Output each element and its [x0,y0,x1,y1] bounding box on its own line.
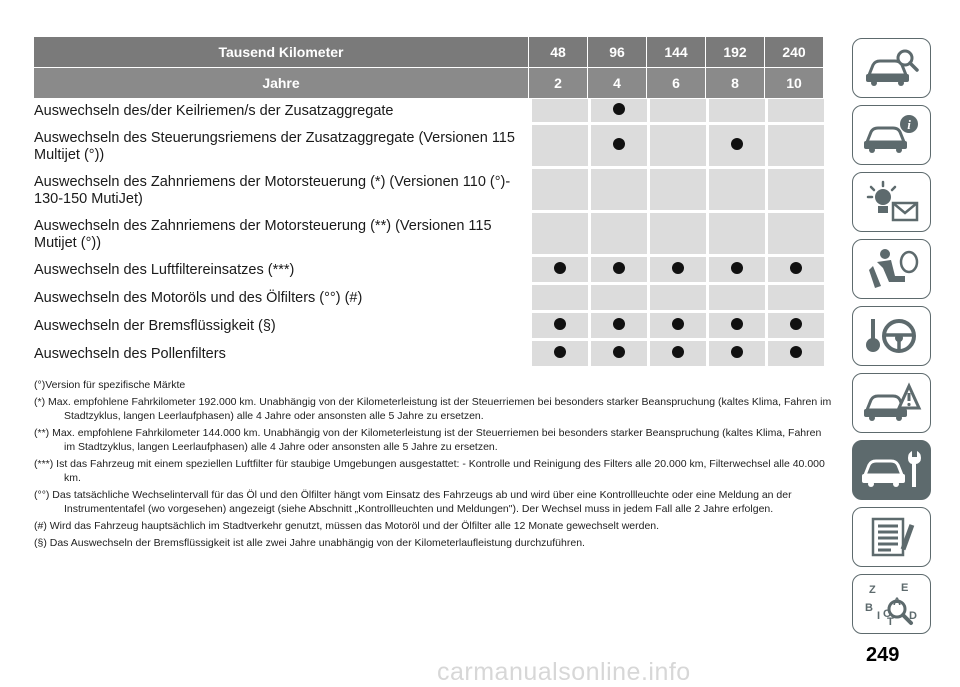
schedule-cell [765,213,824,257]
index-letter: I [876,610,880,622]
header-row-kilometers [34,37,824,68]
schedule-cell [706,341,765,369]
warning-light-message-icon [861,179,923,225]
header-km-value: 48 [529,37,588,68]
schedule-cell [765,341,824,369]
schedule-cell [588,125,647,169]
specifications-list-icon [861,514,923,560]
schedule-cell [588,99,647,125]
index-letter: T [886,616,894,627]
task-description-line: Auswechseln des Zahnriemens der Motorsteuerung (*) (Versionen 110 (°)- [34,173,511,190]
schedule-cell [647,341,706,369]
required-dot [790,262,802,274]
required-dot [613,318,625,330]
required-dot [554,262,566,274]
chapter-tabs [852,38,933,641]
tab-warning-lights[interactable] [852,172,931,232]
header-km-value: 144 [647,37,706,68]
footnote: (§) Das Auswechseln der Bremsflüssigkeit ist alle zwei Jahre unabhängig von der Kilometerlaufleistung durchzuführen. [34,537,585,549]
footnote: (***) Ist das Fahrzeug mit einem speziellen Luftfilter für staubige Umgebungen ausgestattet: - Kontrolle und Reinigung des Filters alle 20.000 km, Filterwechsel alle 40.000 km. [34,458,825,484]
schedule-cell [765,99,824,125]
schedule-cell [588,213,647,257]
table-row [34,213,824,257]
required-dot [554,318,566,330]
task-description-line: Auswechseln des Steuerungsriemens der Zusatzaggregate (Versionen 115 [34,129,515,146]
schedule-cell [765,257,824,285]
index-letter: E [900,582,908,594]
schedule-cell [529,125,588,169]
schedule-cell [647,99,706,125]
schedule-cell [529,169,588,213]
required-dot [672,262,684,274]
required-dot [731,318,743,330]
tab-car-search[interactable] [852,38,931,98]
schedule-cell [706,169,765,213]
header-year-value: 4 [588,68,647,99]
required-dot [613,103,625,115]
task-description-line: Auswechseln des/der Keilriemen/s der Zusatzaggregate [34,103,394,119]
schedule-cell [529,341,588,369]
tab-starting-driving[interactable] [852,306,931,366]
task-description-line: 130-150 MutiJet) [34,190,143,207]
maintenance-schedule-table [34,37,824,369]
required-dot [554,346,566,358]
required-dot [613,138,625,150]
task-description [34,285,529,313]
watermark: carmanualsonline.info [437,658,691,686]
schedule-cell [529,257,588,285]
footnotes [34,378,834,553]
task-description [34,169,529,213]
alphabetical-index-icon [861,581,923,627]
required-dot [731,346,743,358]
schedule-cell [647,257,706,285]
index-letter: D [908,610,917,622]
schedule-cell [765,313,824,341]
required-dot [613,262,625,274]
car-wrench-icon [861,447,923,493]
key-steering-wheel-icon [861,313,923,359]
header-year-value: 8 [706,68,765,99]
car-breakdown-icon [861,380,923,426]
table-row [34,125,824,169]
task-description-line: Auswechseln der Bremsflüssigkeit (§) [34,318,276,334]
schedule-cell [706,125,765,169]
schedule-cell [706,257,765,285]
table-row [34,257,824,285]
schedule-cell [706,99,765,125]
task-description-line: Multijet (°)) [34,146,105,163]
task-description [34,99,529,125]
car-search-icon [861,45,923,91]
tab-technical-data[interactable] [852,507,931,567]
table-body [34,99,824,369]
footnote: (*) Max. empfohlene Fahrkilometer 192.000 km. Unabhängig von der Kilometerleistung ist der Steuerriemen bei besonders starker Beanspruchung (kaltes Klima, Fahren im Stadtzyklus, langen Leerlaufphasen) alle 4 Jahre oder ansonsten alle 5 Jahre zu ersetzen. [34,396,832,422]
required-dot [731,138,743,150]
table-row [34,169,824,213]
index-letter: B [864,602,873,614]
schedule-cell [588,313,647,341]
tab-maintenance[interactable] [852,440,931,500]
schedule-cell [588,257,647,285]
task-description-line: Auswechseln des Pollenfilters [34,346,226,362]
index-letter: A [892,596,901,608]
schedule-cell [588,285,647,313]
tab-index[interactable] [852,574,931,634]
table-row [34,285,824,313]
task-description-line: Mutijet (°)) [34,234,102,251]
header-year-value: 6 [647,68,706,99]
required-dot [790,346,802,358]
schedule-cell [529,285,588,313]
schedule-cell [647,313,706,341]
required-dot [731,262,743,274]
schedule-cell [529,99,588,125]
footnote: (°°) Das tatsächliche Wechselintervall für das Öl und den Ölfilter hängt vom Einsatz des Fahrzeugs ab und wird über eine Kontrollleuchte oder eine Meldung an der Instrumententafel (wo vorgesehen) angezeigt (siehe Abschnitt „Kontrollleuchten und Meldungen"). Der Wechsel muss in jedem Fall alle 2 Jahre erfolgen. [34,489,792,515]
header-year-value: 10 [765,68,824,99]
footnote: (**) Max. empfohlene Fahrkilometer 144.000 km. Unabhängig von der Kilometerleistung ist der Steuerriemen bei besonders starker Beanspruchung (kaltes Klima, Fahren im Stadtzyklus, langen Leerlaufphasen) alle 4 Jahre oder ansonsten alle 5 Jahre zu ersetzen. [34,427,822,453]
schedule-cell [588,341,647,369]
table-row [34,313,824,341]
schedule-cell [706,213,765,257]
required-dot [790,318,802,330]
schedule-cell [647,169,706,213]
index-letter: Z [868,584,876,596]
car-info-icon [861,112,923,158]
required-dot [672,318,684,330]
header-km-value: 192 [706,37,765,68]
task-description-line: Auswechseln des Zahnriemens der Motorsteuerung (**) (Versionen 115 [34,217,492,234]
required-dot [613,346,625,358]
header-year-value: 2 [529,68,588,99]
schedule-cell [765,169,824,213]
table-row [34,341,824,369]
table-row [34,99,824,125]
header-km-value: 96 [588,37,647,68]
required-dot [672,346,684,358]
schedule-cell [706,285,765,313]
header-years-label: Jahre [34,68,529,99]
schedule-cell [706,313,765,341]
header-km-label: Tausend Kilometer [34,37,529,68]
schedule-cell [647,285,706,313]
header-row-years [34,68,824,99]
task-description [34,341,529,369]
tab-car-info[interactable] [852,105,931,165]
tab-emergency[interactable] [852,373,931,433]
task-description-line: Auswechseln des Motoröls und des Ölfilters (°°) (#) [34,290,363,306]
page-number: 249 [866,644,900,666]
tab-safety[interactable] [852,239,931,299]
seat-airbag-icon [861,246,923,292]
schedule-cell [588,169,647,213]
task-description [34,257,529,285]
task-description [34,125,529,169]
schedule-cell [765,285,824,313]
task-description [34,313,529,341]
footnote: (°)Version für spezifische Märkte [34,379,186,391]
task-description-line: Auswechseln des Luftfiltereinsatzes (***) [34,262,295,278]
schedule-cell [647,125,706,169]
schedule-cell [647,213,706,257]
index-letter: C [882,608,891,620]
header-km-value: 240 [765,37,824,68]
footnote: (#) Wird das Fahrzeug hauptsächlich im Stadtverkehr genutzt, müssen das Motoröl und der Ölfilter alle 12 Monate gewechselt werden. [34,520,660,532]
schedule-cell [529,213,588,257]
schedule-cell [765,125,824,169]
task-description [34,213,529,257]
schedule-cell [529,313,588,341]
svg-text:i: i [906,117,911,132]
